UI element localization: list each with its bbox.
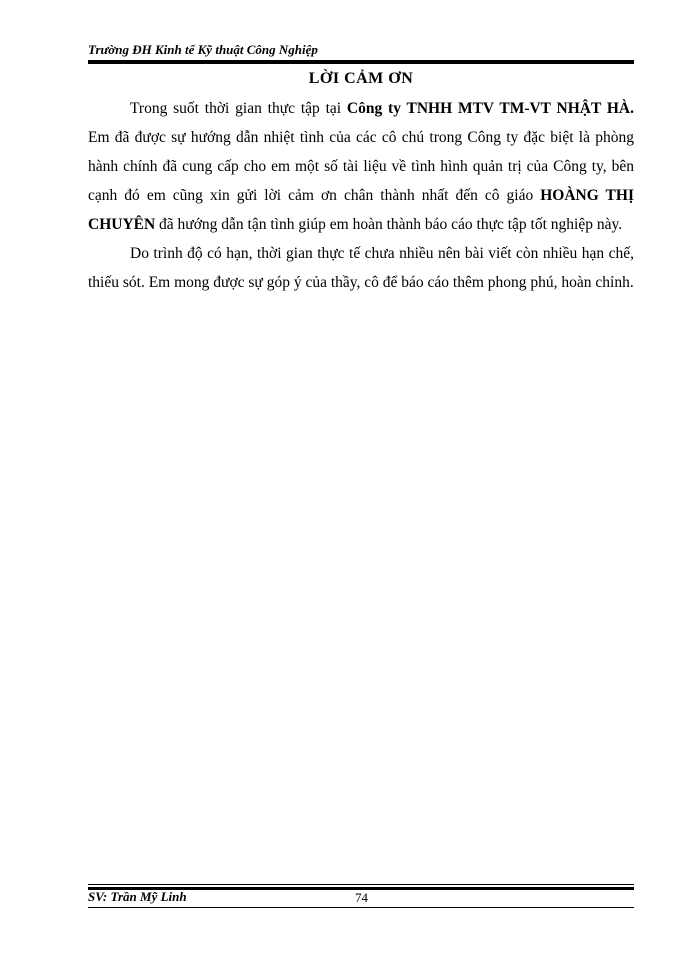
paragraph-apology: Do trình độ có hạn, thời gian thực tế chưa nhiều nên bài viết còn nhiều hạn chế, thiếu sót. Em mong được sự góp ý của thầy, cô để báo cáo thêm phong phú, hoàn chỉnh. — [88, 245, 634, 291]
header-school-name: Trường ĐH Kinh tế Kỹ thuật Công Nghiệp — [88, 42, 318, 57]
paragraph-middle-text: Em đã được sự hướng dẫn nhiệt tình của các cô chú trong Công ty đặc biệt là phòng hành chính đã cung cấp cho em một số tài liệu về tình hình quản trị của Công ty, bên cạnh đó em cũng xin gửi lời cảm ơn chân thành nhất đến cô giáo — [88, 129, 634, 204]
company-name: Công ty TNHH MTV TM-VT NHẬT HÀ. — [346, 100, 635, 117]
footer-divider-top — [88, 884, 634, 885]
footer-divider-bottom — [88, 907, 634, 908]
teacher-name: HOÀNG THỊ CHUYÊN — [88, 187, 634, 233]
paragraph-acknowledgement — [88, 94, 634, 239]
paragraph-intro-text: Trong suốt thời gian thực tập tại — [130, 100, 347, 117]
paragraph-end-text: đã hướng dẫn tận tình giúp em hoàn thành báo cáo thực tập tốt nghiệp này. — [155, 216, 623, 233]
footer-page-number: 74 — [355, 890, 368, 905]
header-divider — [88, 60, 634, 64]
document-body — [88, 94, 634, 297]
page-title: LỜI CẢM ƠN — [308, 70, 414, 87]
footer-student-name: SV: Trần Mỹ Linh — [88, 889, 187, 904]
